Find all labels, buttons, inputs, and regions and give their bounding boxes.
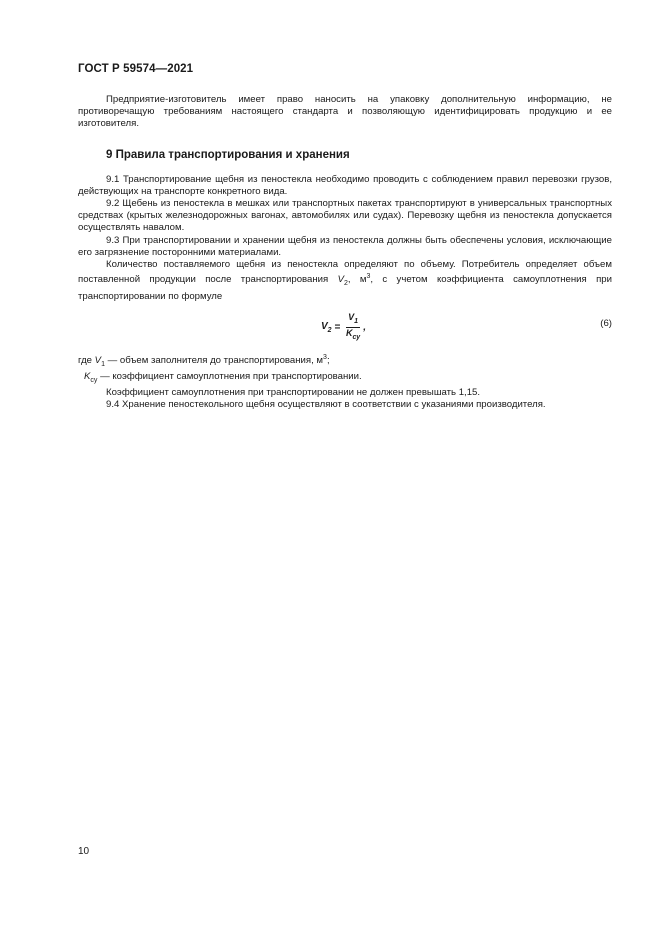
section-title: 9 Правила транспортирования и хранения [106,148,350,161]
paragraph-9-1: 9.1 Транспортирование щебня из пеностекла необходимо проводить с соблюдением правил перевозки грузов, действующих на транспорте конкретного вида. [78,173,612,197]
standard-header: ГОСТ Р 59574—2021 [78,63,194,75]
page-body [78,94,612,412]
definition-ksy: $K_{су}$ — коэффициент самоуплотнения при транспортировании. [84,371,362,384]
equation-number: (6) [600,317,612,329]
quantity-var-sub: 2 [343,280,348,288]
definitions [78,352,612,387]
quantity-text-c: , с учетом коэффициента самоуплотнения при транспортировании по формуле [78,274,612,302]
formula-denominator: $K_{су}$ [345,327,361,341]
quantity-var: V [337,274,344,286]
quantity-text-b: , м [347,274,367,286]
formula [321,312,366,343]
definition-v1: где $V_1$ — объем заполнителя до транспортирования, $м^3$; [78,353,330,368]
formula-tail: , [363,321,366,333]
paragraph-9-4: 9.4 Хранение пеностекольного щебня осуществляют в соответствии с указаниями производителя. [106,399,546,411]
quantity-text-a: Количество поставляемого щебня из пеностекла определяют по объему. Потребитель определяет объем поставленной продукции после транспортирования [78,259,612,286]
formula-lhs: $V_2$ [321,320,332,334]
formula-numerator: $V_1$ [346,312,360,328]
formula-equals: = [331,321,343,333]
paragraph-9-2: 9.2 Щебень из пеностекла в мешках или транспортных пакетах транспортируют в универсальных транспортных средствах (крытых железнодорожных вагонах, автомобилях или судах). Перевозку щебня из пеностекла допускается осуществлять навалом. [78,198,612,234]
formula-row [78,308,612,344]
intro-paragraph: Предприятие-изготовитель имеет право наносить на упаковку дополнительную информацию, не противоречащую требованиям настоящего стандарта и позволяющую идентифицировать продукцию и ее изготовителя. [78,94,612,130]
paragraph-coefficient: Коэффициент самоуплотнения при транспортировании не должен превышать 1,15. [106,387,481,399]
paragraph-quantity [78,259,612,303]
quantity-unit-sup: 3 [366,273,371,281]
formula-fraction [344,312,362,343]
page-number: 10 [78,846,90,857]
paragraph-9-3: 9.3 При транспортировании и хранении щебня из пеностекла должны быть обеспечены условия, исключающие его загрязнение посторонними материалами. [78,234,612,258]
